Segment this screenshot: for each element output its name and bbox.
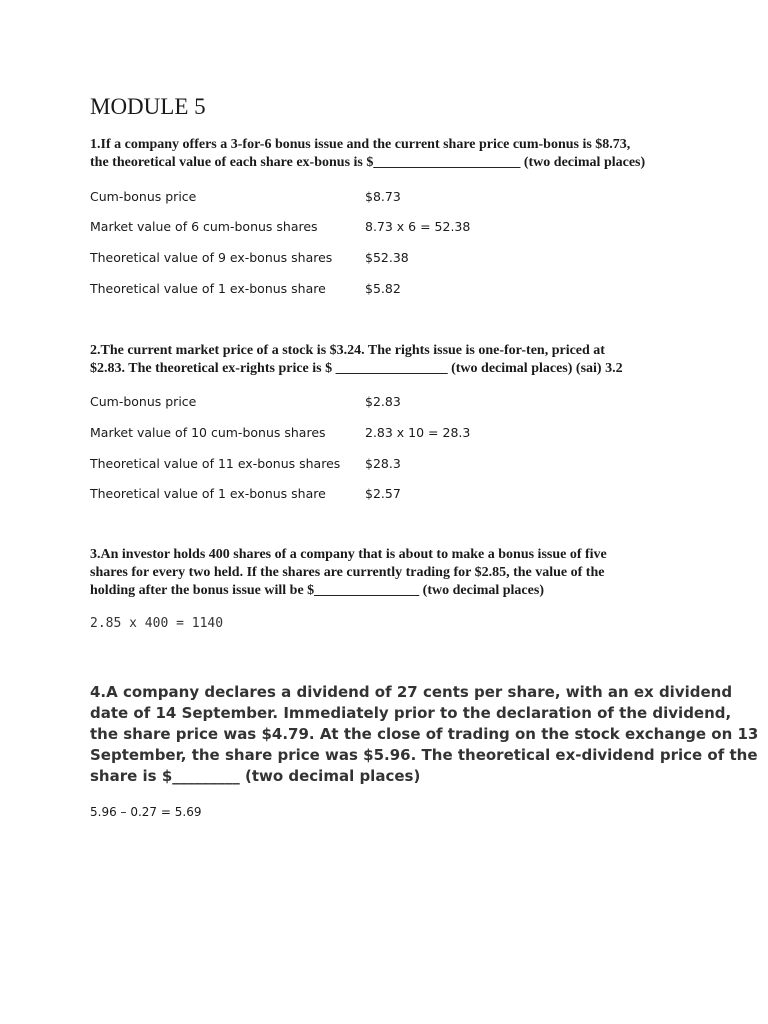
q1-row-label: Theoretical value of 9 ex-bonus shares [90,250,333,265]
question-4-line-2: date of 14 September. Immediately prior to the declaration of the dividend, [90,704,732,722]
question-1-line-1: 1.If a company offers a 3-for-6 bonus issue and the current share price cum-bonus is $8.73, [90,137,631,152]
question-4-line-5: share is $_________ (two decimal places) [90,767,421,785]
question-4-line-3: the share price was $4.79. At the close of trading on the stock exchange on 13 [90,725,759,743]
question-4-line-1: 4.A company declares a dividend of 27 cents per share, with an ex dividend [90,683,733,701]
q2-row [90,455,690,473]
q1-row-value: $8.73 [365,189,401,204]
q1-row-label: Market value of 6 cum-bonus shares [90,219,318,234]
question-4-line-4: September, the share price was $5.96. The theoretical ex-dividend price of the [90,746,758,764]
question-3-answer: 2.85 x 400 = 1140 [90,616,224,631]
q2-row-label: Theoretical value of 1 ex-bonus share [90,486,326,501]
q2-row-value: $2.83 [365,394,401,409]
page-title: MODULE 5 [90,94,206,119]
q2-row [90,485,690,503]
question-3-line-3: holding after the bonus issue will be $_______________ (two decimal places) [90,583,544,598]
q1-row [90,188,690,206]
question-3-line-2: shares for every two held. If the shares are currently trading for $2.85, the value of the [90,565,605,580]
q2-row-value: $2.57 [365,486,401,501]
q1-row-label: Cum-bonus price [90,189,197,204]
q1-row-value: $52.38 [365,250,409,265]
question-3-line-1: 3.An investor holds 400 shares of a company that is about to make a bonus issue of five [90,547,607,562]
q2-row-label: Market value of 10 cum-bonus shares [90,425,326,440]
q2-row [90,424,690,442]
q2-row-label: Theoretical value of 11 ex-bonus shares [90,456,341,471]
q1-row-label: Theoretical value of 1 ex-bonus share [90,281,326,296]
question-2-line-2: $2.83. The theoretical ex-rights price is $ ________________ (two decimal places) (sai) 3.2 [90,361,623,376]
q2-row-value: 2.83 x 10 = 28.3 [365,425,471,440]
question-4-answer: 5.96 – 0.27 = 5.69 [90,805,202,819]
q1-row [90,280,690,298]
question-1-line-2: the theoretical value of each share ex-bonus is $_____________________ (two decimal places) [90,155,646,170]
q2-row-value: $28.3 [365,456,401,471]
q1-row-value: $5.82 [365,281,401,296]
q2-row-label: Cum-bonus price [90,394,197,409]
q2-row [90,393,690,411]
q1-row-value: 8.73 x 6 = 52.38 [365,219,471,234]
q1-row [90,218,690,236]
q1-row [90,249,690,267]
question-2-line-1: 2.The current market price of a stock is $3.24. The rights issue is one-for-ten, priced at [90,343,605,358]
